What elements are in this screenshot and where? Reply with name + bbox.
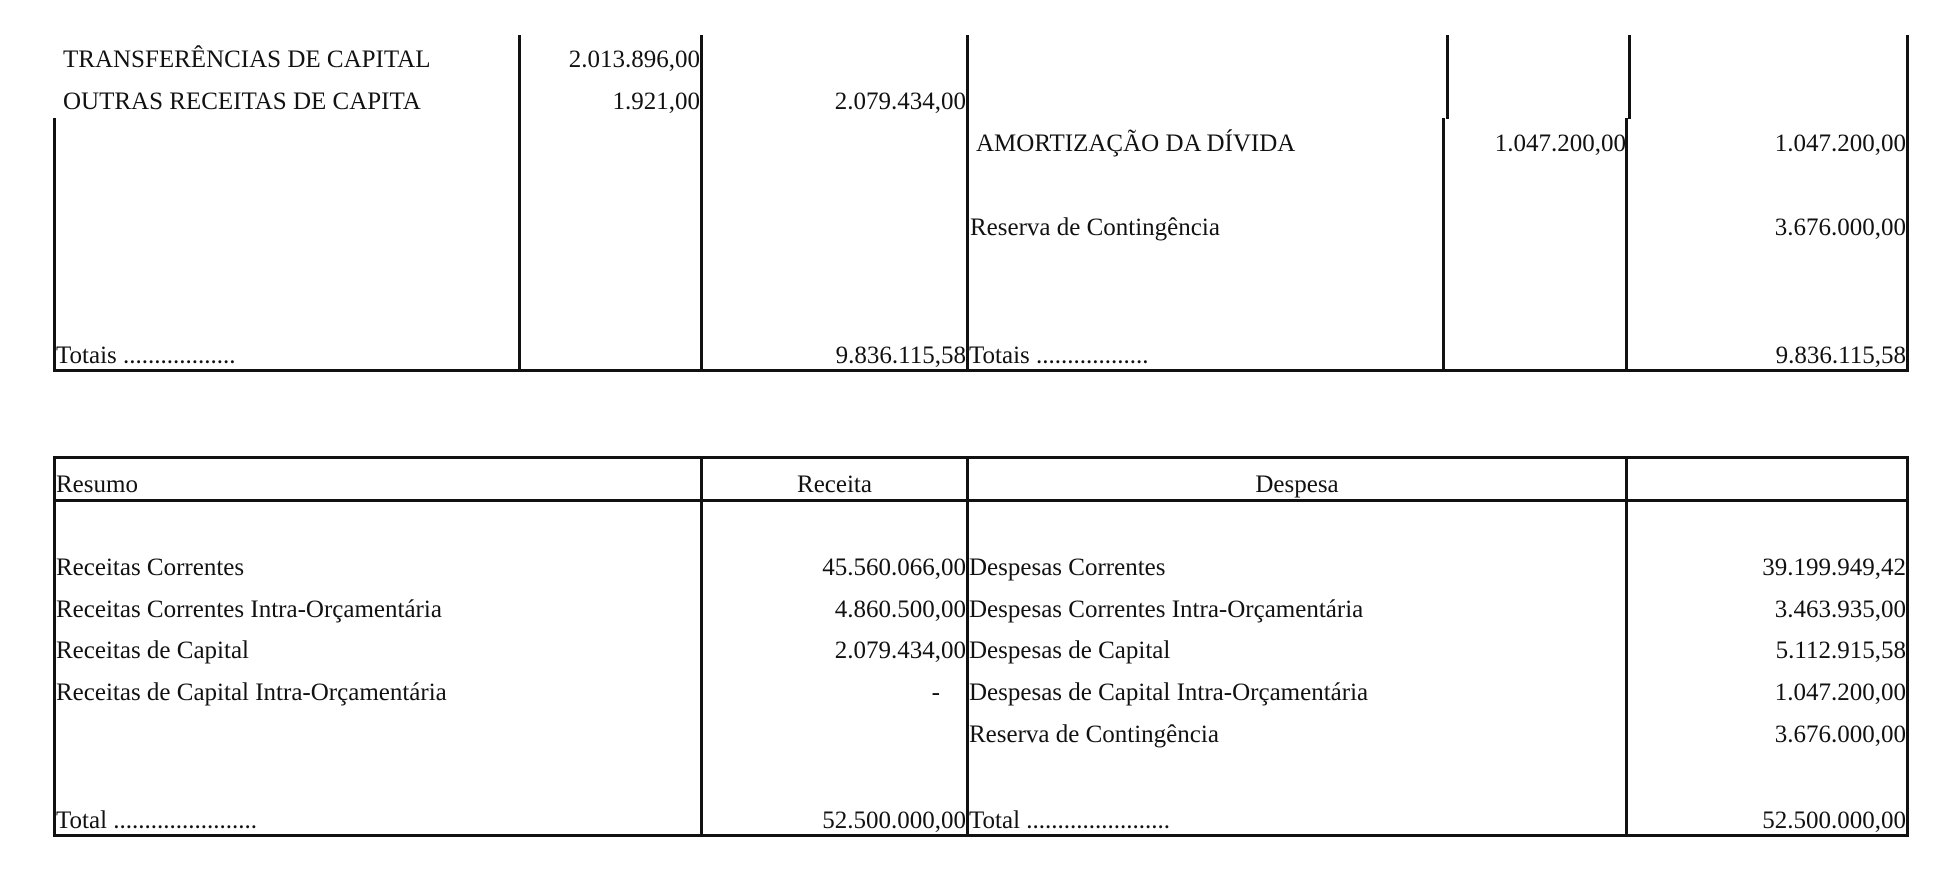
despesa-label: Despesas de Capital Intra-Orçamentária [969,679,1369,706]
totais-right-label: Totais .................. [969,342,1149,369]
receita-label: Receitas de Capital Intra-Orçamentária [56,679,447,706]
total-despesa-label: Total ....................... [969,807,1171,834]
receita-value: 2.079.434,00 [834,637,966,664]
top-table-col-divider [700,35,703,372]
total-despesa-value: 52.500.000,00 [1762,807,1906,834]
top-table-border-bottom [53,369,1909,372]
header-receita: Receita [797,471,872,498]
despesa-label: Despesas Correntes [969,554,1166,581]
reserva-label: Reserva de Contingência [970,214,1220,241]
top-table-col-divider [966,35,969,372]
top-table-border-right [1906,35,1909,372]
despesa-value: 3.463.935,00 [1774,596,1906,623]
despesa-label: Reserva de Contingência [969,721,1219,748]
receita-label: Receitas de Capital [56,637,249,664]
receita-value: 45.560.066,00 [822,554,966,581]
reserva-value: 3.676.000,00 [1774,214,1906,241]
row-total-value: 2.079.434,00 [834,88,966,115]
despesa-value: 1.047.200,00 [1774,679,1906,706]
top-table-col-divider [1442,118,1445,372]
header-despesa: Despesa [1255,471,1339,498]
summary-border-top [53,456,1909,459]
top-table-col-divider [518,35,521,372]
row-value: 2.013.896,00 [568,46,700,73]
row-label: TRANSFERÊNCIAS DE CAPITAL [63,46,431,73]
row-label: OUTRAS RECEITAS DE CAPITA [63,88,421,115]
summary-header-divider [53,499,1909,502]
receita-value: - [931,679,940,706]
summary-border-bottom [53,834,1909,837]
total-receita-label: Total ....................... [56,807,258,834]
despesa-label: Despesas de Capital [969,637,1171,664]
despesa-value: 3.676.000,00 [1774,721,1906,748]
amortizacao-value: 1.047.200,00 [1494,130,1626,157]
top-table-col-divider [1628,35,1631,119]
top-table-col-divider [1446,35,1449,119]
summary-border-right [1906,456,1909,837]
summary-col-divider [1625,456,1628,837]
amortizacao-total: 1.047.200,00 [1774,130,1906,157]
receita-label: Receitas Correntes [56,554,245,581]
totais-left-value: 9.836.115,58 [835,342,966,369]
totais-right-value: 9.836.115,58 [1775,342,1906,369]
despesa-value: 5.112.915,58 [1775,637,1906,664]
top-table-border-left [53,118,56,372]
totais-left-label: Totais .................. [56,342,236,369]
row-value: 1.921,00 [612,88,700,115]
header-resumo: Resumo [56,471,138,498]
despesa-value: 39.199.949,42 [1762,554,1906,581]
receita-value: 4.860.500,00 [834,596,966,623]
despesa-label: Despesas Correntes Intra-Orçamentária [969,596,1364,623]
amortizacao-label: AMORTIZAÇÃO DA DÍVIDA [976,130,1296,157]
total-receita-value: 52.500.000,00 [822,807,966,834]
receita-label: Receitas Correntes Intra-Orçamentária [56,596,442,623]
